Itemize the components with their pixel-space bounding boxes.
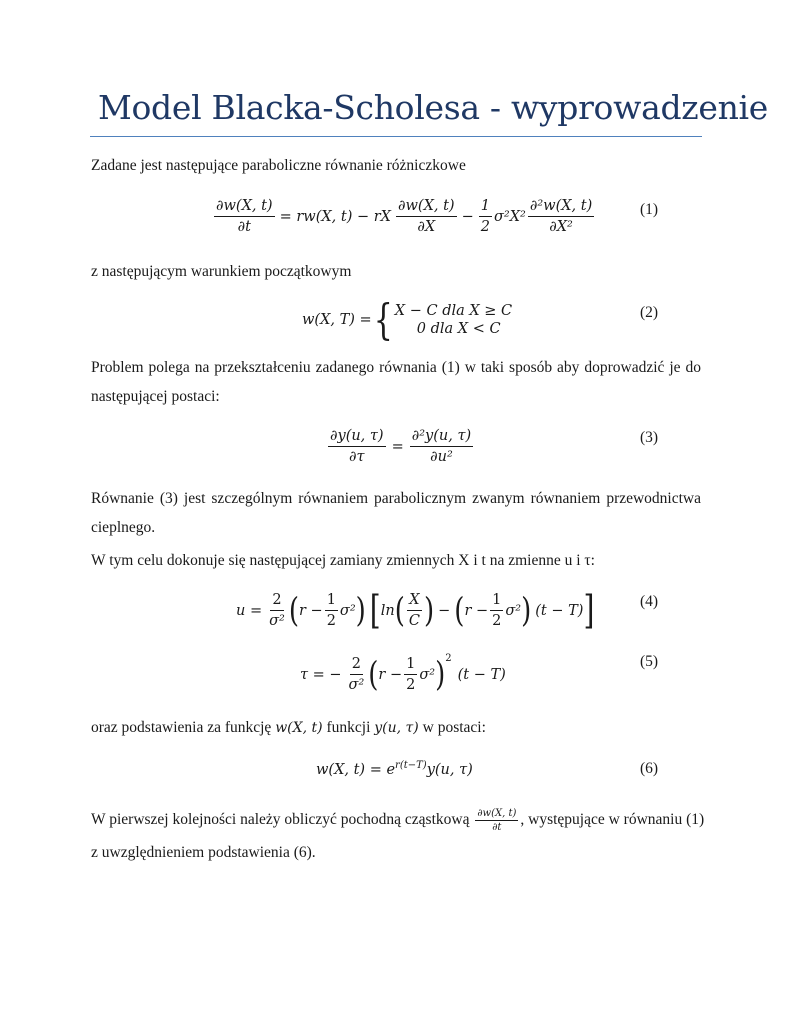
p6-text-b: funkcji <box>326 719 371 736</box>
equation-3 <box>326 427 475 466</box>
eq5-power: 2 <box>445 653 452 664</box>
eq5-sigma: σ² <box>419 666 436 683</box>
paragraph-initial-condition: z następującym warunkiem początkowym <box>91 263 352 280</box>
eq4-x-over-c: $\frac{X}{C}$ <box>408 592 420 629</box>
page-title: Model Blacka-Scholesa - wyprowadzenie <box>98 88 769 127</box>
eq2-cases <box>395 302 512 338</box>
eq4-lhs: u = <box>236 602 263 619</box>
eq4-half: $\frac{1}{2}$ <box>326 592 336 629</box>
eq2-case-2: 0 dla X < C <box>416 321 501 337</box>
paragraph-function-substitution <box>91 713 701 743</box>
eq1-second-derivative: $\frac{\text{∂²w(X, t)}}{\text{∂X²}}$ <box>529 198 593 235</box>
eq4-ln-close-paren: ) <box>423 591 435 630</box>
eq4-open-paren-2: ( <box>454 591 465 630</box>
eq4-tail: (t − T) <box>535 602 584 619</box>
eq4-half-2: $\frac{1}{2}$ <box>492 592 502 629</box>
eq1-half: $\frac{1}{2}$ <box>480 198 490 235</box>
paragraph-first-step-cont: z uwzględnieniem podstawienia (6). <box>91 844 316 861</box>
eq4-open-paren: ( <box>288 591 299 630</box>
equation-1 <box>212 197 596 236</box>
eq2-brace: { <box>373 295 393 345</box>
equation-6 <box>316 760 473 778</box>
p6-text-a: oraz podstawienia za funkcję <box>91 719 272 736</box>
eq1-first-derivative: $\frac{\partial w(X, t)}{\partial X}$ <box>398 198 455 235</box>
equation-number-4: (4) <box>640 593 659 610</box>
eq5-open-paren: ( <box>368 655 379 694</box>
eq5-tail: (t − T) <box>457 666 506 683</box>
paragraph-intro: Zadane jest następujące paraboliczne równanie różniczkowe <box>91 157 466 174</box>
paragraph-first-step <box>91 805 705 834</box>
eq4-r-minus: r − <box>298 602 323 619</box>
p6-y-function: y(u, τ) <box>374 720 419 736</box>
p7-text-b: , występujące w równaniu (1) <box>520 811 705 828</box>
paragraph-problem: Problem polega na przekształceniu zadanego równania (1) w taki sposób aby doprowadzić je do następującej postaci: <box>91 359 701 405</box>
eq1-minus: − <box>461 208 474 225</box>
eq2-lhs: w(X, T) = <box>302 312 372 328</box>
equation-number-3: (3) <box>640 429 659 446</box>
eq6-lhs: w(X, t) = e <box>316 761 396 778</box>
eq5-close-paren: ) <box>435 655 446 694</box>
eq4-open-bracket: [ <box>369 586 381 633</box>
eq1-middle-terms: = rw(X, t) − rX <box>279 208 391 225</box>
eq4-ln: ln <box>380 602 395 619</box>
eq4-ln-open-paren: ( <box>394 591 405 630</box>
p6-w-function: w(X, t) <box>275 720 323 736</box>
eq6-rhs: y(u, τ) <box>426 761 473 778</box>
equation-2 <box>302 295 513 345</box>
eq5-half: $\frac{1}{2}$ <box>406 656 416 693</box>
paragraph-heat-equation: Równanie (3) jest szczególnym równaniem parabolicznym zwanym równaniem przewodnictwa cieplnego. <box>91 490 701 536</box>
eq2-case-1: X − C dla X ≥ C <box>394 303 513 319</box>
equation-number-6: (6) <box>640 760 659 777</box>
eq1-lhs-fraction: $\frac{\partial w(X, t)}{\partial t}$ <box>216 198 273 235</box>
p6-text-c: w postaci: <box>422 719 486 736</box>
eq5-two-over-sigma: $\frac{2}{\text{σ²}}$ <box>348 656 365 693</box>
equation-number-2: (2) <box>640 304 659 321</box>
eq1-sigma-term: σ²X² <box>493 208 526 225</box>
eq4-sigma-2: σ² <box>505 602 522 619</box>
equation-number-5: (5) <box>640 653 659 670</box>
eq4-close-paren: ) <box>355 591 366 630</box>
eq4-minus: − <box>438 602 451 619</box>
eq5-lhs: τ = − <box>300 666 342 683</box>
eq4-sigma: σ² <box>339 602 356 619</box>
equation-5 <box>300 655 506 694</box>
eq3-equals: = <box>391 438 404 455</box>
eq4-close-paren-2: ) <box>521 591 532 630</box>
equation-number-1: (1) <box>640 201 659 218</box>
equation-4 <box>236 586 595 633</box>
eq5-r-minus: r − <box>378 666 403 683</box>
p7-text-a: W pierwszej kolejności należy obliczyć pochodną cząstkową <box>91 811 470 828</box>
title-underline <box>90 136 702 137</box>
eq4-two-over-sigma: $\frac{2}{\text{σ²}}$ <box>269 592 285 629</box>
eq4-r-minus-2: r − <box>464 602 489 619</box>
paragraph-substitution: W tym celu dokonuje się następującej zamiany zmiennych X i t na zmienne u i τ: <box>91 552 595 569</box>
eq3-lhs-fraction: $\frac{\partial y(u, \tau)}{\partial\tau}$ <box>330 428 384 465</box>
eq4-close-bracket: ] <box>583 586 595 633</box>
eq3-rhs-fraction: $\frac{\text{∂²y(u, τ)}}{\text{∂u²}}$ <box>411 428 472 465</box>
p7-inline-fraction: $\frac{\partial w(X, t)}{\partial t}$ <box>477 807 517 833</box>
eq6-exponent: r(t−T) <box>395 760 427 771</box>
